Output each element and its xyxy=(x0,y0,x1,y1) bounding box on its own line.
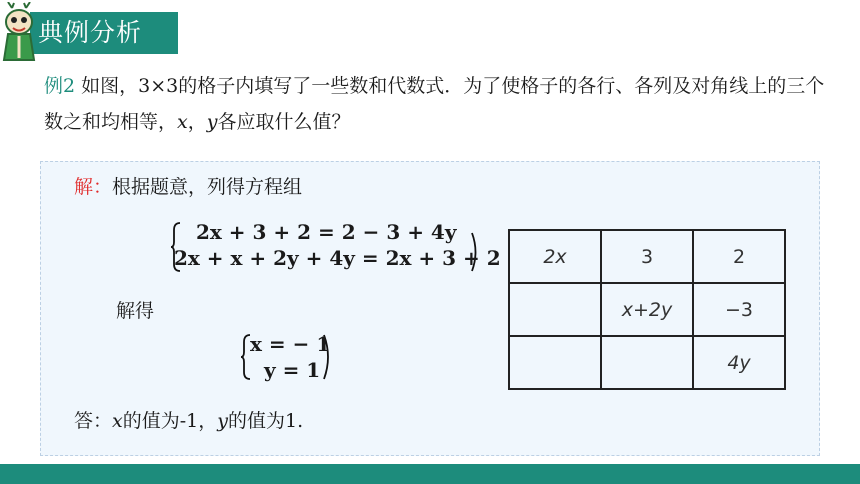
section-title xyxy=(30,12,178,54)
grid-cell: x+2y xyxy=(601,283,693,336)
footer-bar xyxy=(0,464,860,484)
answer-prefix: 答： xyxy=(74,410,113,432)
var-y: y xyxy=(206,111,218,133)
grid-row xyxy=(509,336,785,389)
solution-x: x = − 1 xyxy=(250,332,331,356)
solution-intro-text: 根据题意，列得方程组 xyxy=(112,176,303,198)
solution-y: y = 1 xyxy=(264,358,321,382)
solution-intro xyxy=(74,172,302,199)
equation-2: 2x + x + 2y + 4y = 2x + 3 + 2 xyxy=(174,246,501,270)
answer-var-y: y xyxy=(217,410,228,432)
grid-cell xyxy=(509,283,601,336)
grid-cell: 2 xyxy=(693,230,785,283)
example-label: 例2 xyxy=(44,75,76,97)
magic-grid xyxy=(508,229,786,390)
question-sep: ， xyxy=(187,111,207,133)
grid-row xyxy=(509,283,785,336)
grid-row xyxy=(509,230,785,283)
answer-line xyxy=(74,406,303,433)
grid-cell: 3 xyxy=(601,230,693,283)
grid-cell xyxy=(509,336,601,389)
question-text xyxy=(44,68,834,140)
question-body-a: 如图，3×3的格子内填写了一些数和代数式．为了使格子的各行、各列及对角线上的三个数之和均相等， xyxy=(44,75,825,133)
answer-var-x: x xyxy=(112,410,123,432)
grid-cell: 4y xyxy=(693,336,785,389)
grid-cell: 2x xyxy=(509,230,601,283)
section-title-text: 典例分析 xyxy=(38,18,143,47)
grid-cell xyxy=(601,336,693,389)
deer-mascot-icon xyxy=(0,2,42,64)
grid-cell: −3 xyxy=(693,283,785,336)
answer-mid-2: 的值为1. xyxy=(227,410,304,432)
answer-mid-1: 的值为-1， xyxy=(122,410,218,432)
equation-1: 2x + 3 + 2 = 2 − 3 + 4y xyxy=(196,220,457,244)
solved-label: 解得 xyxy=(116,300,155,322)
question-body-b: 各应取什么值？ xyxy=(217,111,351,133)
var-x: x xyxy=(177,111,188,133)
solution-label: 解： xyxy=(74,176,113,198)
